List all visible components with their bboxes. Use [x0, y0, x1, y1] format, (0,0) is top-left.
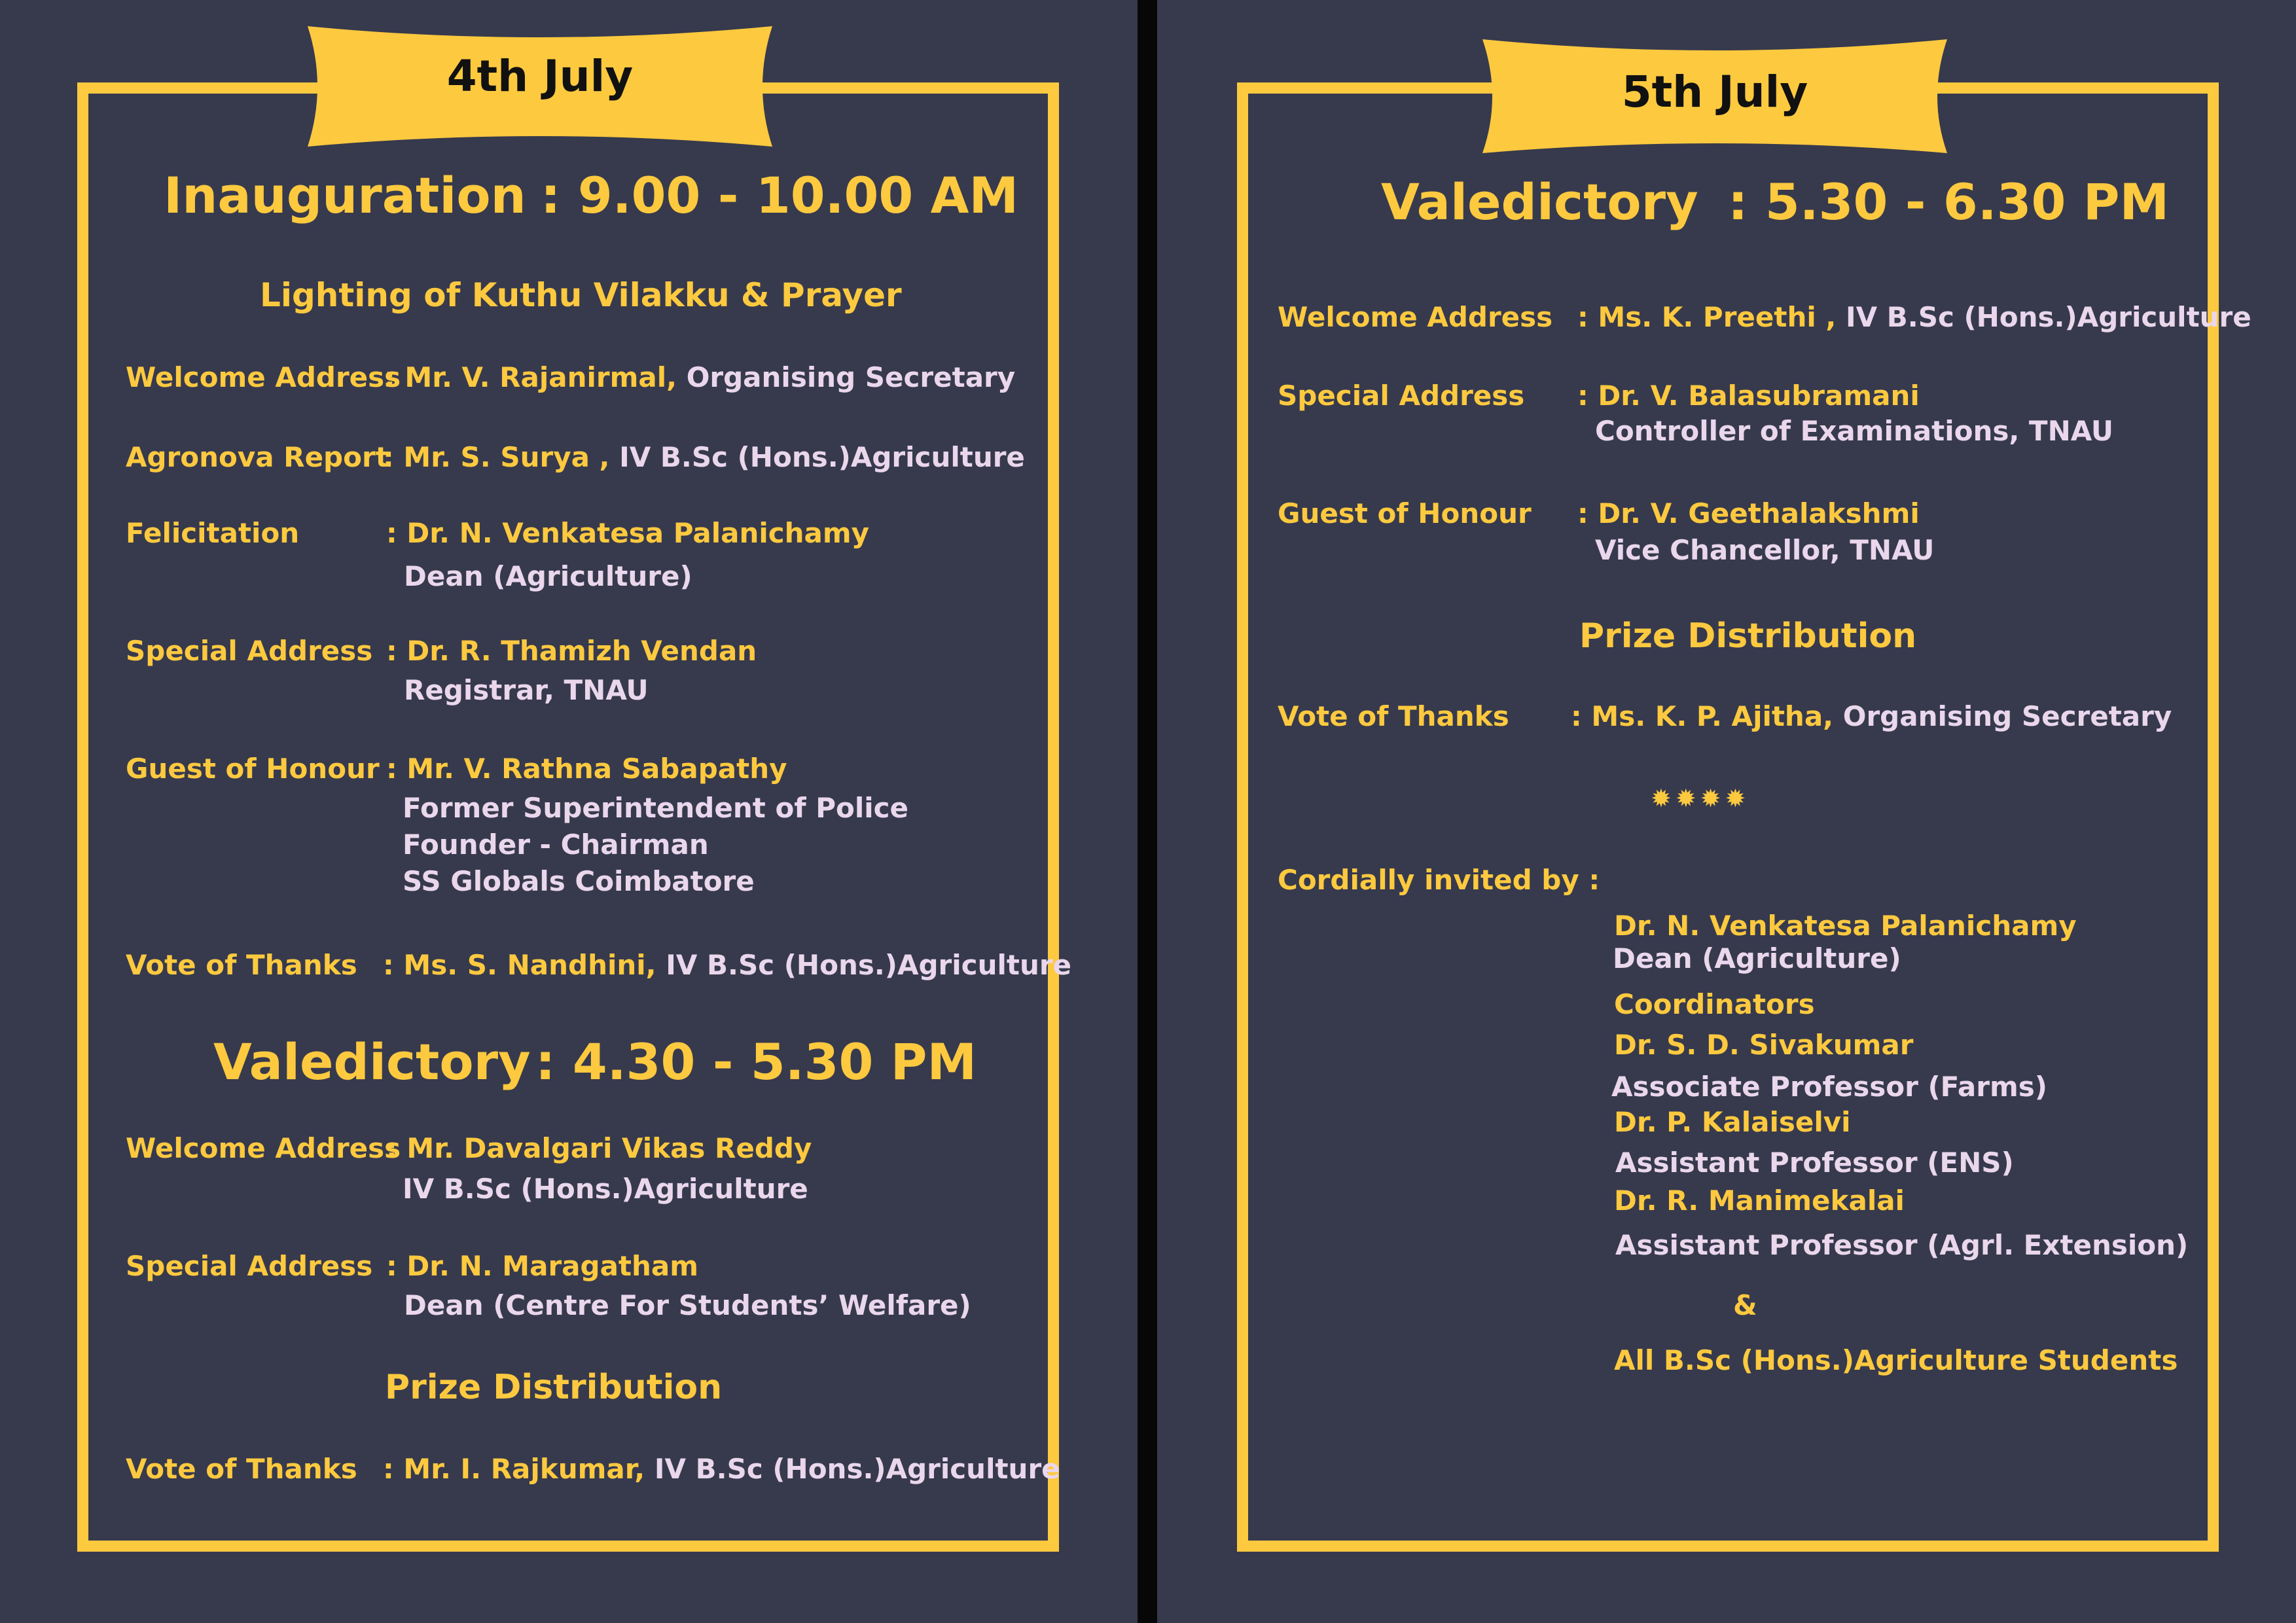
d1v-thanks-role: IV B.Sc (Hons.)Agriculture	[654, 1453, 1060, 1485]
coordinator-3-role: Assistant Professor (Agrl. Extension)	[1615, 1229, 2189, 1261]
d2-prize: Prize Distribution	[1579, 616, 1917, 656]
d1-felicitation-name: : Dr. N. Venkatesa Palanichamy	[386, 517, 870, 549]
d1v-welcome-name: : Mr. Davalgari Vikas Reddy	[386, 1132, 812, 1164]
d1v-thanks-name: : Mr. I. Rajkumar,	[383, 1453, 645, 1485]
separator-stars: ✹✹✹✹	[1651, 784, 1750, 813]
d1-special-label: Special Address	[126, 635, 373, 667]
d2-welcome-label: Welcome Address	[1278, 301, 1553, 333]
d1-welcome-value	[384, 361, 1015, 393]
d1-valedictory-time: : 4.30 - 5.30 PM	[535, 1033, 977, 1091]
d2-special-role: Controller of Examinations, TNAU	[1595, 415, 2114, 447]
d2-thanks-label: Vote of Thanks	[1278, 700, 1509, 732]
d1-guest-name: : Mr. V. Rathna Sabapathy	[386, 753, 787, 785]
d2-welcome-role: IV B.Sc (Hons.)Agriculture	[1845, 301, 2251, 333]
d1-thanks-name: : Ms. S. Nandhini,	[383, 949, 656, 981]
d1-welcome-label: Welcome Address	[126, 361, 401, 393]
d2-guest-name: : Dr. V. Geethalakshmi	[1577, 497, 1920, 529]
coordinator-2-role: Assistant Professor (ENS)	[1615, 1147, 2014, 1179]
d1-valedictory-title: Valedictory	[213, 1033, 531, 1091]
d1-report-label: Agronova Report	[126, 441, 389, 473]
d1v-special-name: : Dr. N. Maragatham	[386, 1250, 698, 1282]
d1-thanks-value	[383, 949, 1071, 981]
d1-report-name: : Mr. S. Surya ,	[383, 441, 610, 473]
d1v-special-label: Special Address	[126, 1250, 373, 1282]
invited-dean-role: Dean (Agriculture)	[1613, 942, 1901, 974]
d2-thanks-value	[1571, 700, 2172, 732]
d1v-welcome-role: IV B.Sc (Hons.)Agriculture	[403, 1173, 808, 1205]
d2-welcome-name: : Ms. K. Preethi ,	[1577, 301, 1837, 333]
d2-special-name: : Dr. V. Balasubramani	[1577, 380, 1920, 412]
day2-date: 5th July	[1621, 67, 1808, 117]
day1-date: 4th July	[446, 51, 634, 101]
day1-date-banner	[301, 22, 779, 151]
d1-welcome-name: : Mr. V. Rajanirmal,	[384, 361, 677, 393]
page-divider	[1138, 0, 1157, 1623]
d2-guest-label: Guest of Honour	[1278, 497, 1532, 529]
d1-guest-role3: SS Globals Coimbatore	[403, 865, 755, 897]
d1v-special-role: Dean (Centre For Students’ Welfare)	[404, 1289, 971, 1321]
coordinator-1-role: Associate Professor (Farms)	[1611, 1071, 2047, 1103]
coordinator-3-name: Dr. R. Manimekalai	[1614, 1185, 1905, 1217]
d2-guest-role: Vice Chancellor, TNAU	[1595, 534, 1935, 566]
d1-guest-role2: Founder - Chairman	[403, 829, 709, 861]
coordinator-2-name: Dr. P. Kalaiselvi	[1614, 1106, 1851, 1138]
invited-dean-name: Dr. N. Venkatesa Palanichamy	[1614, 910, 2077, 942]
d1-felicitation-label: Felicitation	[126, 517, 300, 549]
d2-thanks-name: : Ms. K. P. Ajitha,	[1571, 700, 1834, 732]
d1v-thanks-label: Vote of Thanks	[126, 1453, 357, 1485]
ampersand: &	[1733, 1289, 1757, 1321]
d2-valedictory-time: : 5.30 - 6.30 PM	[1728, 173, 2170, 231]
d1-guest-label: Guest of Honour	[126, 753, 380, 785]
d1v-thanks-value	[383, 1453, 1060, 1485]
d1-report-role: IV B.Sc (Hons.)Agriculture	[619, 441, 1025, 473]
d1v-prize: Prize Distribution	[385, 1368, 723, 1407]
inauguration-time: : 9.00 - 10.00 AM	[541, 166, 1019, 224]
d1-guest-role1: Former Superintendent of Police	[403, 792, 909, 824]
inauguration-title: Inauguration	[164, 166, 526, 224]
d1-special-role: Registrar, TNAU	[404, 674, 649, 706]
lighting-heading: Lighting of Kuthu Vilakku & Prayer	[260, 276, 902, 314]
coordinator-1-name: Dr. S. D. Sivakumar	[1614, 1029, 1914, 1061]
coordinators-heading: Coordinators	[1614, 988, 1815, 1020]
d1v-welcome-label: Welcome Address	[126, 1132, 401, 1164]
all-students: All B.Sc (Hons.)Agriculture Students	[1614, 1344, 2178, 1376]
d2-special-label: Special Address	[1278, 380, 1525, 412]
d1-welcome-role: Organising Secretary	[686, 361, 1016, 393]
d2-thanks-role: Organising Secretary	[1842, 700, 2172, 732]
d1-thanks-role: IV B.Sc (Hons.)Agriculture	[666, 949, 1072, 981]
d1-report-value	[383, 441, 1025, 473]
d2-welcome-value	[1577, 301, 2251, 333]
d1-felicitation-role: Dean (Agriculture)	[404, 560, 692, 592]
d2-valedictory-title: Valedictory	[1381, 173, 1698, 231]
day2-date-banner	[1476, 35, 1954, 157]
invited-label: Cordially invited by :	[1278, 864, 1600, 896]
d1-thanks-label: Vote of Thanks	[126, 949, 357, 981]
d1-special-name: : Dr. R. Thamizh Vendan	[386, 635, 757, 667]
